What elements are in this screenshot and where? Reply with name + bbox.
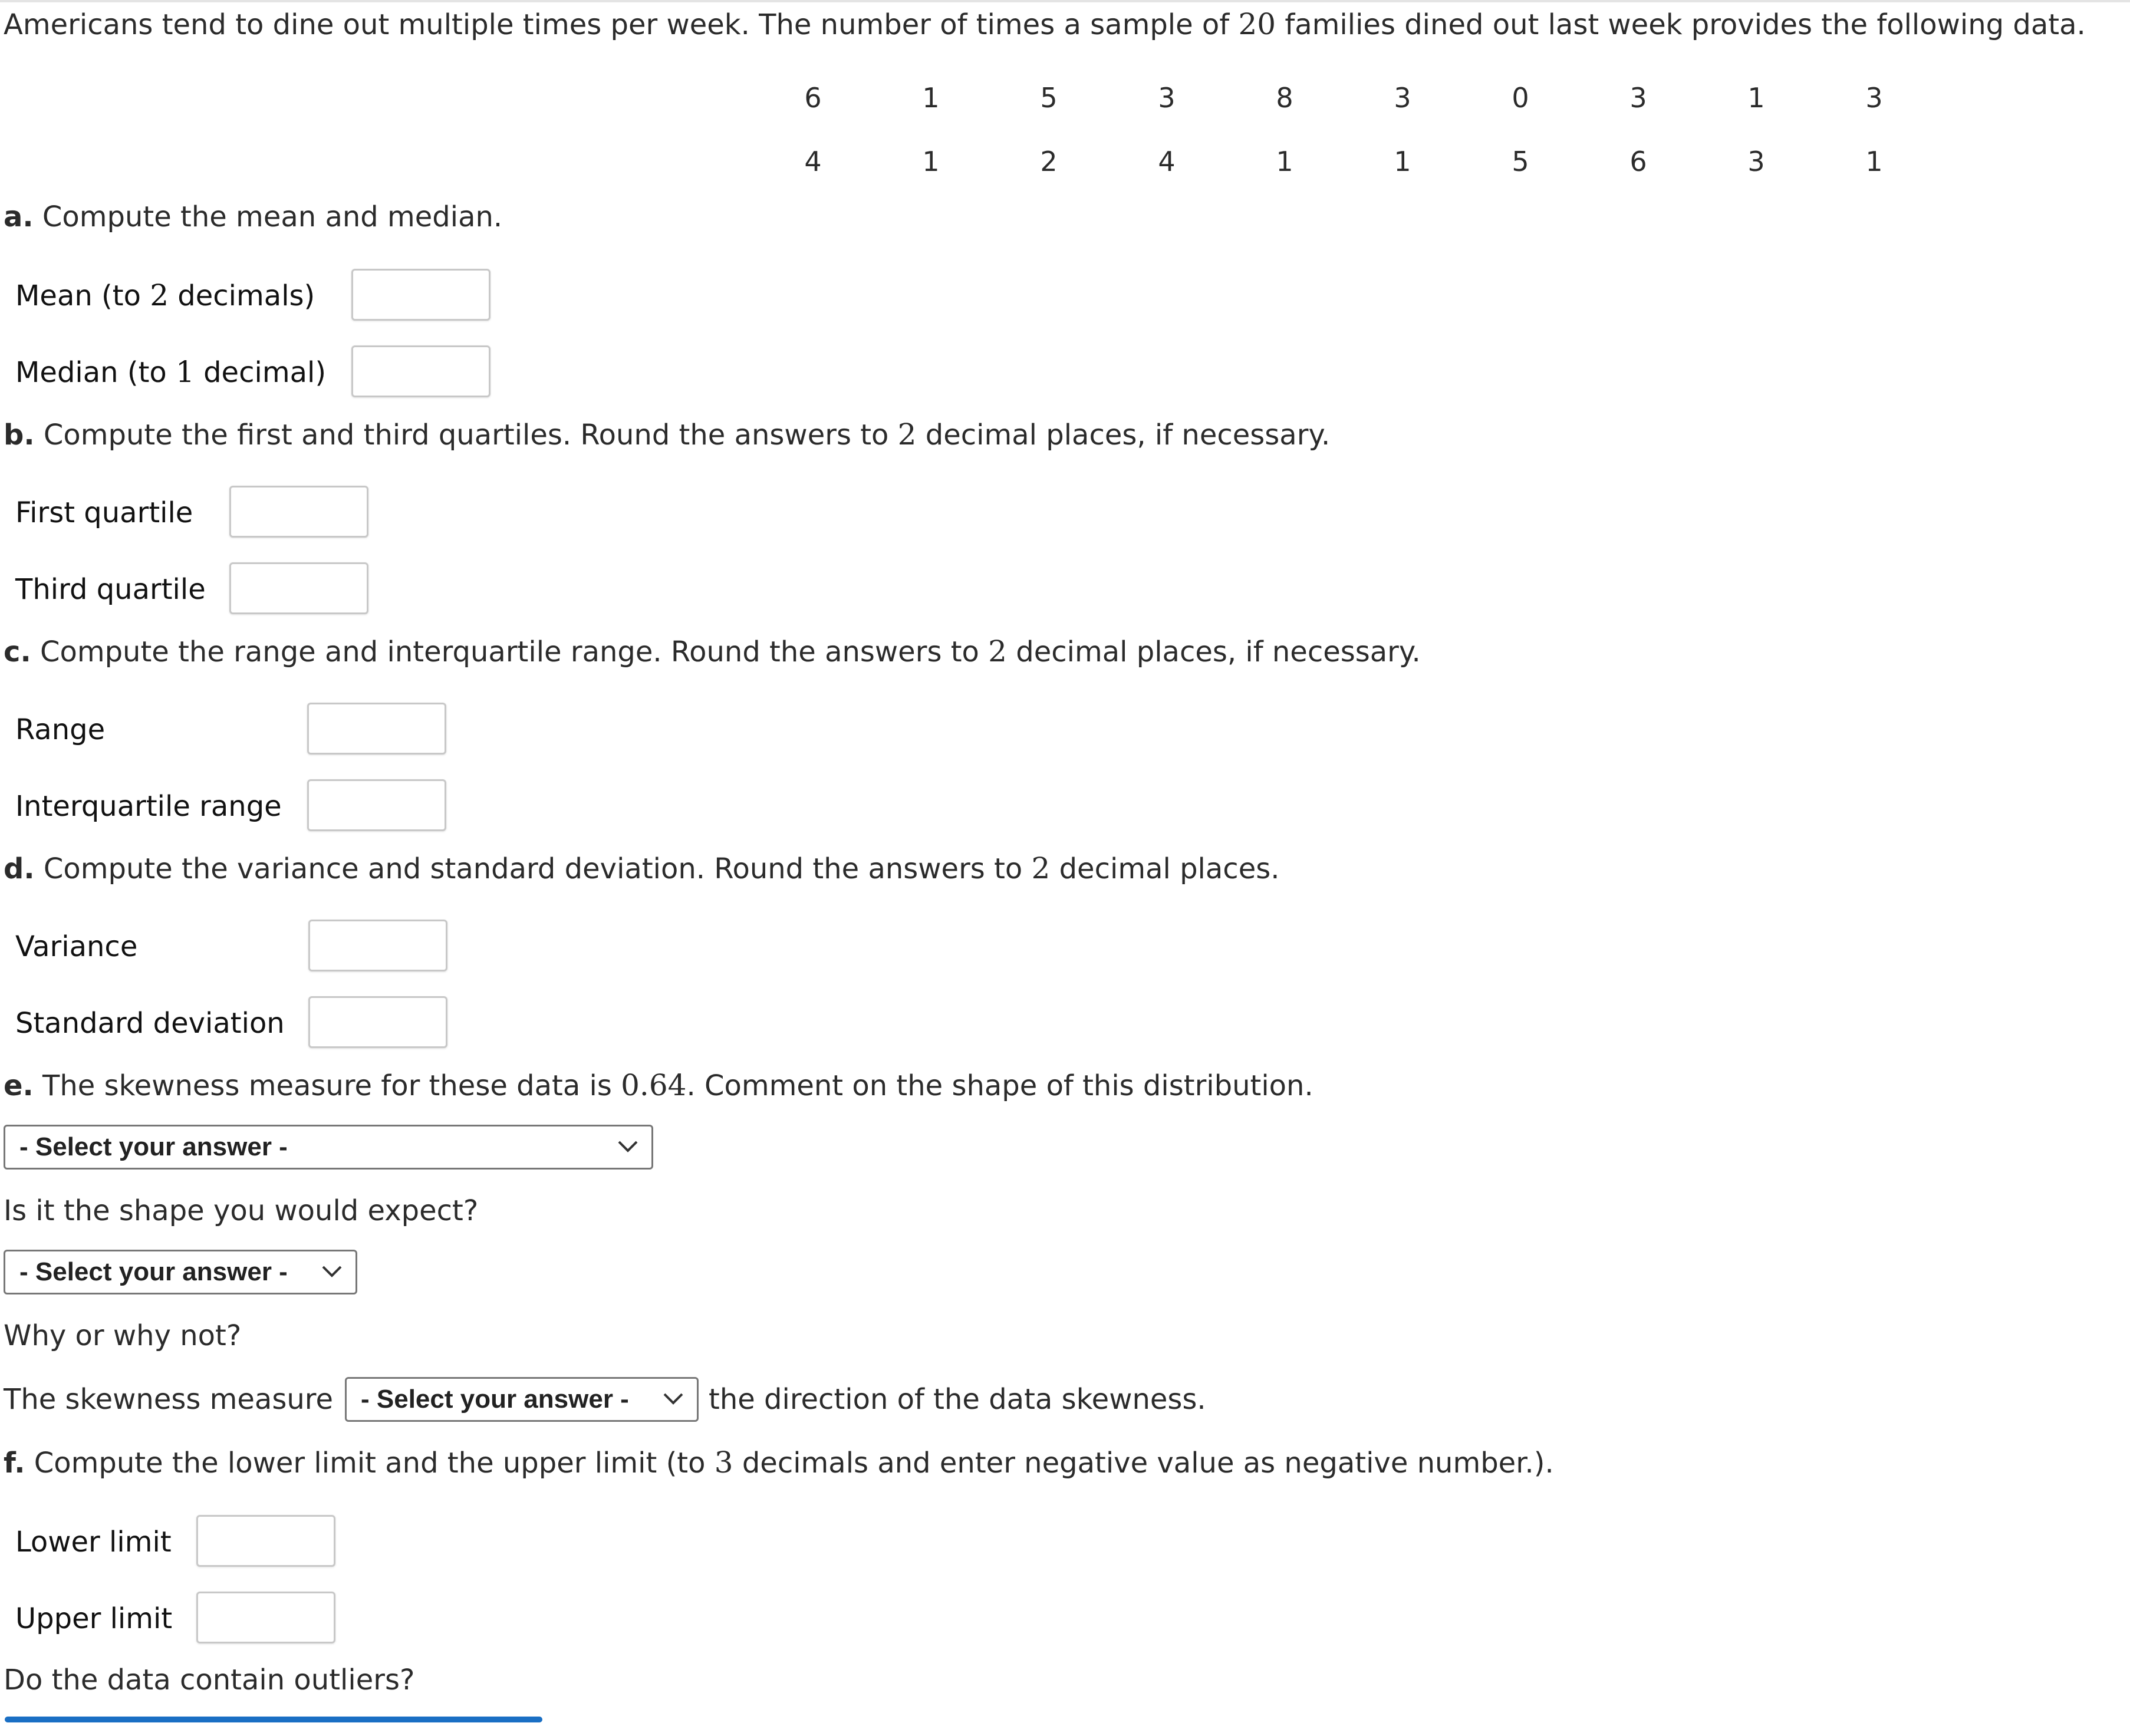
intro-after: families dined out last week provides the following data. — [1276, 8, 2086, 41]
data-cell: 3 — [1629, 82, 1647, 114]
part-f-text-post: decimals and enter negative value as negative number.). — [733, 1447, 1554, 1480]
range-label: Range — [15, 713, 106, 746]
data-cell: 3 — [1747, 146, 1765, 177]
upper-limit-label: Upper limit — [15, 1602, 173, 1635]
std-dev-label: Standard deviation — [15, 1007, 285, 1040]
shape-select[interactable] — [4, 1125, 653, 1170]
outliers-question: Do the data contain outliers? — [4, 1663, 415, 1697]
intro-sample-size: 20 — [1238, 7, 1276, 41]
data-cell: 3 — [1394, 82, 1411, 114]
data-cell: 1 — [1865, 146, 1883, 177]
third-quartile-input[interactable] — [229, 562, 368, 614]
why-question: Why or why not? — [4, 1319, 242, 1352]
expect-select[interactable] — [4, 1250, 357, 1294]
part-a-prompt — [4, 200, 503, 233]
part-b-text-pre: Compute the first and third quartiles. Round the answers to — [34, 419, 898, 452]
data-cell: 1 — [1747, 82, 1765, 114]
part-c-text-pre: Compute the range and interquartile range. Round the answers to — [31, 635, 989, 668]
direction-select[interactable] — [345, 1377, 699, 1422]
data-cell: 5 — [1040, 82, 1058, 114]
mean-input[interactable] — [351, 269, 490, 321]
expect-select-value: - Select your answer - — [19, 1257, 288, 1286]
data-cell: 3 — [1865, 82, 1883, 114]
part-e-prompt — [4, 1070, 1313, 1100]
median-label-pre: Median (to — [15, 356, 176, 389]
iqr-input[interactable] — [307, 779, 446, 831]
part-f-prompt — [4, 1445, 1554, 1480]
data-cell: 8 — [1276, 82, 1293, 114]
part-b-num: 2 — [897, 417, 917, 452]
data-cell: 1 — [1394, 146, 1411, 177]
shape-select-value: - Select your answer - — [19, 1132, 288, 1161]
top-border — [0, 0, 2130, 2]
data-cell: 1 — [1276, 146, 1293, 177]
part-e-text-post: . Comment on the shape of this distribution. — [686, 1069, 1313, 1102]
intro-text — [4, 9, 2086, 39]
median-label-post: decimal) — [194, 356, 327, 389]
direction-select-value: - Select your answer - — [361, 1385, 629, 1414]
median-label — [15, 357, 326, 387]
chevron-down-icon — [321, 1264, 343, 1279]
part-b-letter: b. — [4, 419, 35, 452]
mean-label-post: decimals) — [169, 279, 315, 312]
part-a-letter: a. — [4, 200, 34, 233]
part-d-text-post: decimal places. — [1050, 852, 1280, 885]
range-input[interactable] — [307, 703, 446, 755]
lower-limit-input[interactable] — [196, 1515, 335, 1567]
part-e-letter: e. — [4, 1069, 34, 1102]
part-f-num: 3 — [714, 1445, 733, 1480]
part-c-num: 2 — [988, 634, 1007, 668]
part-d-num: 2 — [1031, 851, 1051, 885]
iqr-label: Interquartile range — [15, 790, 282, 823]
part-d-text-pre: Compute the variance and standard deviation. Round the answers to — [34, 852, 1032, 885]
chevron-down-icon — [663, 1392, 684, 1406]
part-d-prompt — [4, 851, 1280, 885]
data-cell: 2 — [1040, 146, 1058, 177]
variance-label: Variance — [15, 930, 138, 963]
upper-limit-input[interactable] — [196, 1592, 335, 1643]
third-quartile-label: Third quartile — [15, 573, 206, 606]
part-f-text-pre: Compute the lower limit and the upper limit (to — [25, 1447, 715, 1480]
variance-input[interactable] — [308, 920, 447, 971]
skewness-sentence-post: the direction of the data skewness. — [709, 1383, 1206, 1416]
part-a-text: Compute the mean and median. — [33, 200, 503, 233]
data-cell: 5 — [1512, 146, 1529, 177]
data-cell: 1 — [922, 82, 940, 114]
chevron-down-icon — [617, 1139, 638, 1154]
skewness-sentence-pre: The skewness measure — [4, 1383, 333, 1416]
outliers-select-partial[interactable] — [5, 1717, 542, 1722]
mean-label-pre: Mean (to — [15, 279, 150, 312]
std-dev-input[interactable] — [308, 996, 447, 1048]
data-cell: 6 — [804, 82, 822, 114]
intro-before: Americans tend to dine out multiple times per week. The number of times a sample of — [4, 8, 1239, 41]
part-e-text-pre: The skewness measure for these data is — [33, 1069, 621, 1102]
part-d-letter: d. — [4, 852, 35, 885]
part-b-text-post: decimal places, if necessary. — [916, 419, 1331, 452]
data-cell: 6 — [1629, 146, 1647, 177]
median-label-num: 1 — [176, 355, 195, 389]
part-e-skewness-value: 0.64 — [621, 1068, 687, 1102]
part-f-letter: f. — [4, 1447, 25, 1480]
part-c-letter: c. — [4, 635, 31, 668]
data-cell: 4 — [1158, 146, 1176, 177]
median-input[interactable] — [351, 345, 490, 397]
part-c-text-post: decimal places, if necessary. — [1006, 635, 1421, 668]
expect-question: Is it the shape you would expect? — [4, 1194, 479, 1227]
first-quartile-label: First quartile — [15, 496, 193, 529]
lower-limit-label: Lower limit — [15, 1526, 172, 1559]
mean-label — [15, 278, 315, 312]
data-cell: 4 — [804, 146, 822, 177]
data-cell: 0 — [1512, 82, 1529, 114]
mean-label-num: 2 — [150, 278, 169, 312]
data-cell: 1 — [922, 146, 940, 177]
part-b-prompt — [4, 417, 1331, 452]
part-c-prompt — [4, 634, 1421, 668]
data-cell: 3 — [1158, 82, 1176, 114]
first-quartile-input[interactable] — [229, 486, 368, 538]
